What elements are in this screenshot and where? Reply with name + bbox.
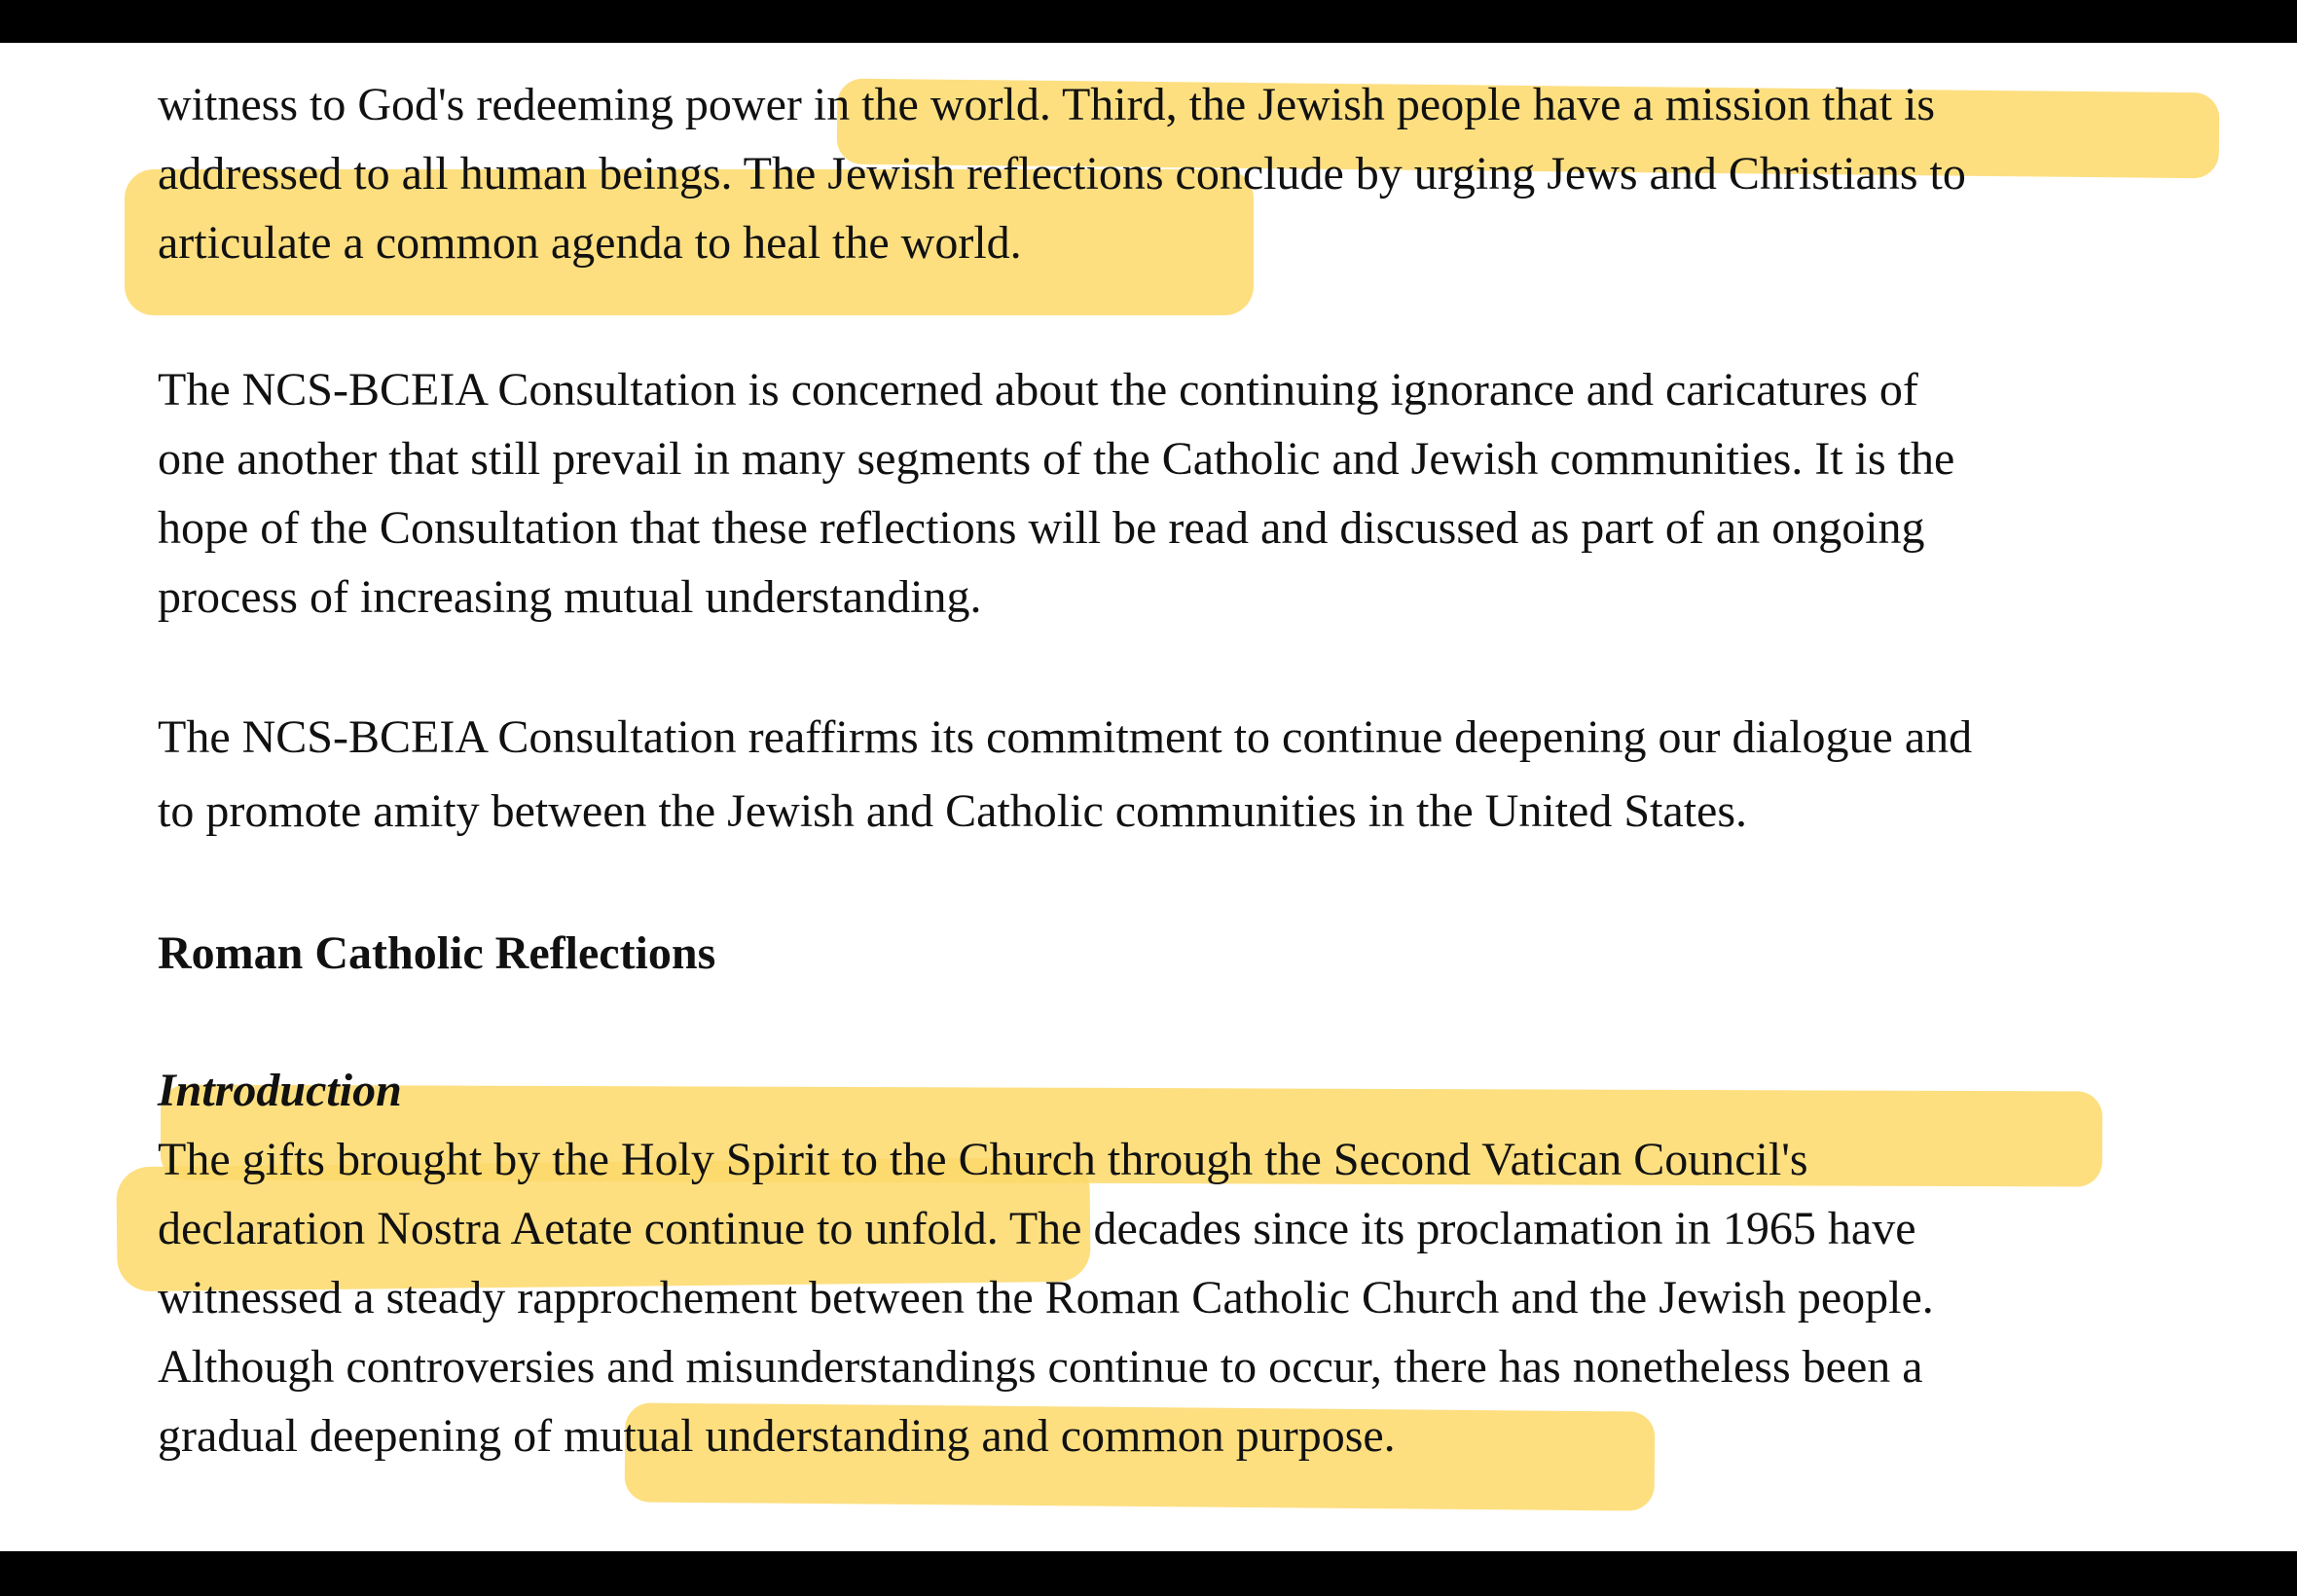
top-black-bar [0, 0, 2297, 43]
paragraph-2 [158, 355, 2211, 632]
paragraph-line: one another that still prevail in many segments of the Catholic and Jewish communities. It is the [158, 433, 1955, 485]
intro-paragraph [158, 1125, 2211, 1470]
paragraph-1 [158, 70, 2211, 277]
paragraph-line: articulate a common agenda to heal the world. [158, 217, 1022, 269]
paragraph-line: Although controversies and misunderstandings continue to occur, there has nonetheless been a [158, 1341, 1923, 1393]
paragraph-line: process of increasing mutual understanding. [158, 571, 982, 623]
paragraph-line: The NCS-BCEIA Consultation reaffirms its commitment to continue deepening our dialogue and [158, 711, 1973, 763]
paragraph-line: addressed to all human beings. The Jewish reflections conclude by urging Jews and Christians to [158, 148, 1966, 200]
paragraph-line: The NCS-BCEIA Consultation is concerned about the continuing ignorance and caricatures of [158, 364, 1918, 416]
section-subheading: Introduction [158, 1065, 402, 1116]
document-page[interactable] [0, 43, 2297, 1551]
paragraph-3 [158, 701, 2211, 849]
section-heading: Roman Catholic Reflections [158, 927, 716, 979]
paragraph-line: to promote amity between the Jewish and Catholic communities in the United States. [158, 785, 1748, 837]
paragraph-line: hope of the Consultation that these reflections will be read and discussed as part of an ongoing [158, 502, 1925, 554]
paragraph-line: declaration Nostra Aetate continue to unfold. The decades since its proclamation in 1965 have [158, 1203, 1916, 1254]
bottom-black-bar [0, 1551, 2297, 1596]
paragraph-line: witnessed a steady rapprochement between the Roman Catholic Church and the Jewish people. [158, 1272, 1934, 1324]
paragraph-line: The gifts brought by the Holy Spirit to the Church through the Second Vatican Council's [158, 1134, 1808, 1185]
paragraph-line: gradual deepening of mutual understanding and common purpose. [158, 1410, 1396, 1462]
paragraph-line: witness to God's redeeming power in the world. Third, the Jewish people have a mission that is [158, 79, 1936, 130]
